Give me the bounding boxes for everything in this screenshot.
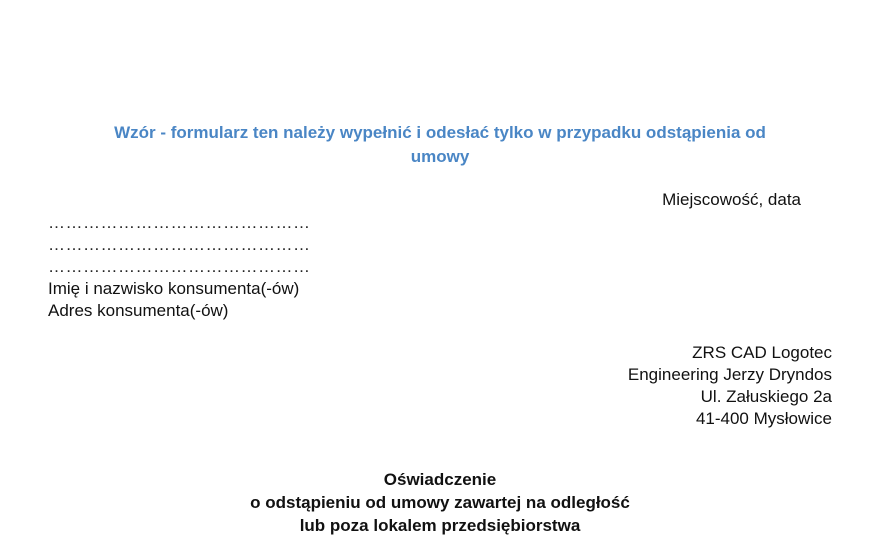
consumer-block: [48, 212, 311, 322]
statement-subtitle-line-2: lub poza lokalem przedsiębiorstwa: [299, 516, 581, 535]
recipient-postal-city: 41-400 Mysłowice: [695, 409, 832, 428]
recipient-company-name: ZRS CAD Logotec: [692, 343, 832, 362]
form-heading-line-1: Wzór - formularz ten należy wypełnić i odesłać tylko w przypadku odstąpienia od: [114, 123, 766, 142]
recipient-street: Ul. Załuskiego 2a: [700, 387, 832, 406]
consumer-name-label: Imię i nazwisko konsumenta(-ów): [48, 279, 300, 298]
statement-title: Oświadczenie: [383, 470, 497, 489]
consumer-dotted-line-2: ………………………………………: [48, 235, 311, 254]
consumer-address-label: Adres konsumenta(-ów): [48, 301, 229, 320]
statement-subtitle-line-1: o odstąpieniu od umowy zawartej na odległość: [250, 493, 630, 512]
place-date-label: Miejscowość, data: [662, 190, 801, 209]
form-heading: [40, 121, 840, 169]
consumer-dotted-line-1: ………………………………………: [48, 213, 311, 232]
recipient-company-owner: Engineering Jerzy Dryndos: [627, 365, 832, 384]
recipient-address-block: [628, 342, 832, 430]
form-heading-line-2: umowy: [410, 147, 470, 166]
consumer-dotted-line-3: ………………………………………: [48, 257, 311, 276]
statement-title-block: [40, 468, 840, 537]
